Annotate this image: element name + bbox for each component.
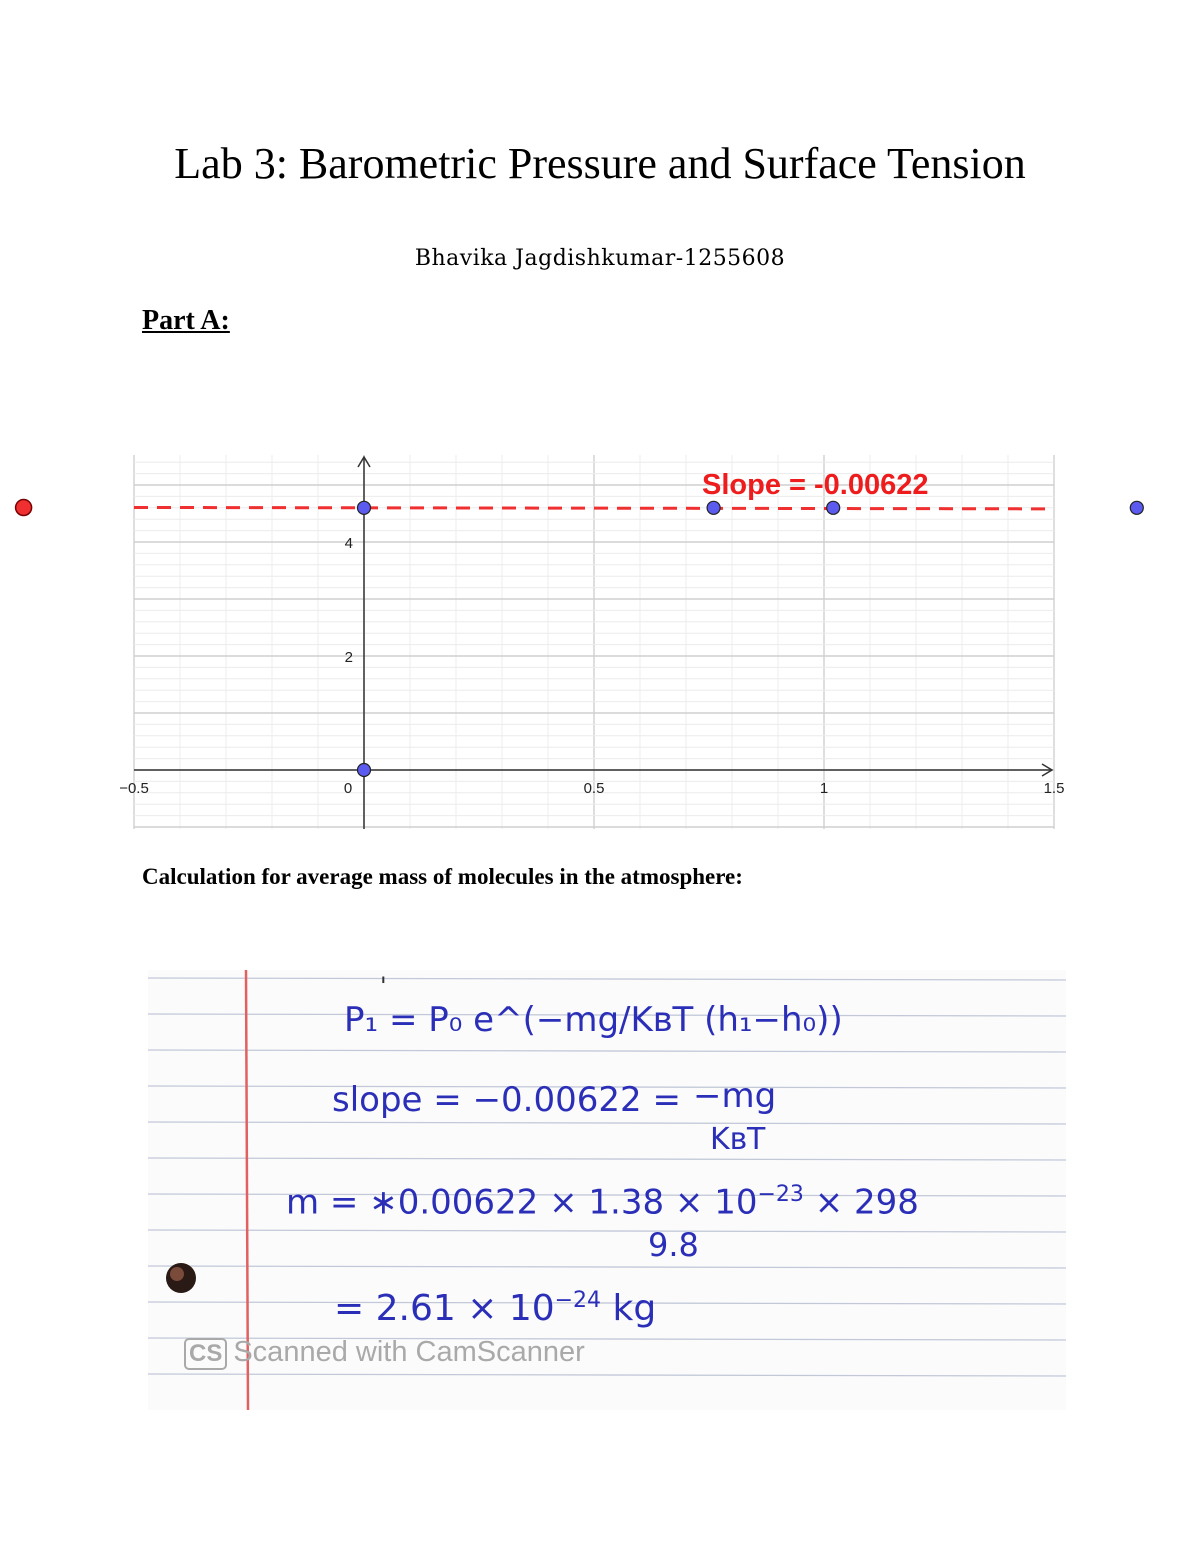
slope-denominator: KʙT <box>710 1122 766 1157</box>
part-a-heading: Part A: <box>142 305 230 336</box>
data-point <box>358 764 371 777</box>
rule-line <box>148 978 1066 980</box>
fit-line-endpoint <box>16 500 32 516</box>
y-tick-label: 2 <box>344 649 353 666</box>
camscanner-logo: CS <box>184 1338 227 1370</box>
x-tick-label: 0.5 <box>583 780 605 797</box>
data-point <box>707 501 720 514</box>
rule-line <box>148 1122 1066 1124</box>
data-point <box>1130 501 1143 514</box>
equation-slope: slope = −0.00622 = <box>332 1080 681 1120</box>
slope-numerator: −mg <box>693 1076 777 1116</box>
mass-expression: m = ∗0.00622 × 1.38 × 10 <box>286 1182 758 1223</box>
x-tick-label: 0 <box>343 780 353 797</box>
mass-denominator: 9.8 <box>648 1226 699 1264</box>
calculation-heading: Calculation for average mass of molecules in the atmosphere: <box>142 864 743 889</box>
watermark-text: Scanned with CamScanner <box>233 1336 585 1368</box>
equation-pressure: P₁ = P₀ e^(−mg/KʙT (h₁−h₀)) <box>344 1000 843 1040</box>
rule-line <box>148 1050 1066 1052</box>
camscanner-watermark <box>184 1336 585 1370</box>
data-point <box>358 501 371 514</box>
rule-line <box>148 1266 1066 1268</box>
x-tick-label: 1 <box>819 780 829 797</box>
result-unit: kg <box>601 1288 657 1329</box>
chart-tick-labels <box>119 535 1200 797</box>
equation-mass <box>286 1182 919 1222</box>
rule-line <box>148 1374 1066 1376</box>
rule-line <box>148 1158 1066 1160</box>
slope-annotation: Slope = -0.00622 <box>702 469 929 501</box>
author-line: Bhavika Jagdishkumar-1255608 <box>414 246 786 271</box>
document-title: Lab 3: Barometric Pressure and Surface Tension <box>174 139 1026 188</box>
rule-line <box>148 1230 1066 1232</box>
tick-mark: ' <box>380 972 387 1000</box>
mass-exponent: −23 <box>757 1182 804 1207</box>
mass-temperature: × 298 <box>803 1182 919 1223</box>
scatter-chart <box>119 455 1065 829</box>
handwritten-notes <box>148 970 1066 1410</box>
result-value: = 2.61 × 10 <box>334 1288 555 1329</box>
y-tick-label: 4 <box>344 535 353 552</box>
equation-result <box>334 1288 656 1329</box>
x-tick-label: −0.5 <box>119 780 149 797</box>
data-point <box>827 501 840 514</box>
x-tick-label: 1.5 <box>1043 780 1065 797</box>
chart-grid <box>134 455 1054 829</box>
result-exponent: −24 <box>554 1288 602 1313</box>
